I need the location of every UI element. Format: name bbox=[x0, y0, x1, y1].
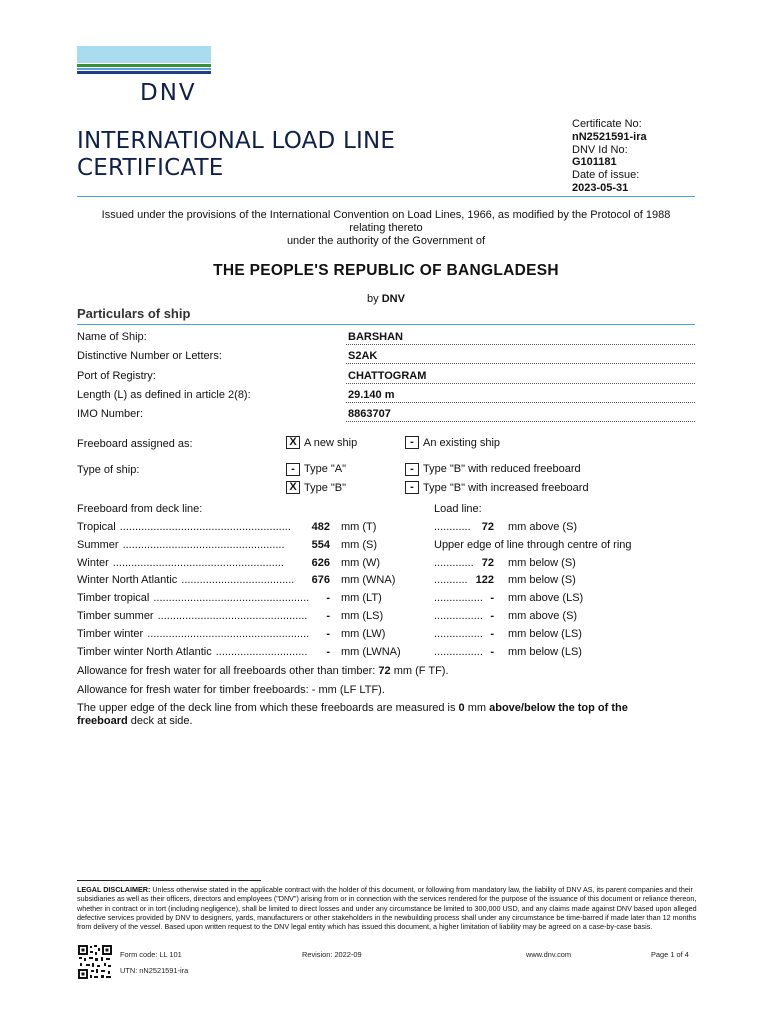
fw-suffix: mm (F TF). bbox=[390, 665, 449, 677]
freeboard-row-label: Timber winter bbox=[77, 628, 144, 640]
freeboard-row-name bbox=[77, 557, 327, 571]
logo-band-light-blue bbox=[77, 46, 211, 63]
date-of-issue-label: Date of issue: bbox=[572, 169, 640, 182]
freeboard-row-value: 482 bbox=[311, 521, 330, 533]
dnv-id-label: DNV Id No: bbox=[572, 143, 628, 156]
load-line-row-value: - bbox=[490, 628, 494, 640]
field-label-distinctive-number: Distinctive Number or Letters: bbox=[77, 350, 222, 362]
cert-no-label: Certificate No: bbox=[572, 118, 642, 130]
freeboard-row-dots: ..................................................... bbox=[147, 628, 310, 640]
freeboard-row-unit: mm (LW) bbox=[341, 628, 386, 640]
title-line-2: CERTIFICATE bbox=[77, 155, 224, 181]
deck-bold-1: above/below the top of the bbox=[489, 702, 628, 714]
fresh-water-allowance bbox=[77, 665, 449, 678]
freeboard-row-dots: ........................................................ bbox=[112, 557, 284, 569]
freeboard-row-value: - bbox=[326, 646, 330, 658]
fw-value: 72 bbox=[378, 665, 391, 677]
freeboard-row-value: 676 bbox=[311, 574, 330, 586]
load-line-row-dots: ................ bbox=[434, 592, 483, 604]
freeboard-row-name bbox=[77, 628, 327, 642]
load-line-row-desc: Upper edge of line through centre of ring bbox=[434, 539, 632, 551]
load-line-row-value: - bbox=[490, 592, 494, 604]
freeboard-row-name bbox=[77, 521, 327, 535]
freeboard-row-unit: mm (S) bbox=[341, 539, 378, 551]
issued-statement bbox=[77, 209, 695, 248]
field-label-port-of-registry: Port of Registry: bbox=[77, 370, 156, 382]
header-divider bbox=[77, 196, 695, 197]
checkbox-type-b-reduced[interactable]: - bbox=[405, 463, 419, 476]
freeboard-row-dots: ..................................... bbox=[181, 574, 295, 586]
certificate-info bbox=[572, 118, 647, 195]
logo-band-navy bbox=[77, 71, 211, 74]
logo-band-blue bbox=[77, 68, 211, 70]
field-label-imo-number: IMO Number: bbox=[77, 408, 144, 420]
country-name: THE PEOPLE'S REPUBLIC OF BANGLADESH bbox=[213, 262, 559, 279]
by-prefix: by bbox=[367, 293, 379, 305]
field-value-ship-name: BARSHAN bbox=[346, 331, 695, 345]
freeboard-row-unit: mm (LT) bbox=[341, 592, 382, 604]
freeboard-row-unit: mm (T) bbox=[341, 521, 377, 533]
section-divider bbox=[77, 324, 695, 325]
footer-page-number: Page 1 of 4 bbox=[651, 950, 689, 959]
freeboard-row-dots: ................................................... bbox=[153, 592, 310, 604]
issued-line-1: Issued under the provisions of the International Convention on Load Lines, 1966, as modified by the Protocol of 1988 bbox=[101, 209, 671, 221]
deck-mid: mm bbox=[464, 702, 490, 714]
issued-by bbox=[77, 293, 695, 305]
freeboard-row-dots: ........................................................ bbox=[119, 521, 291, 533]
issued-line-3: under the authority of the Government of bbox=[286, 235, 486, 247]
load-line-row-value: - bbox=[490, 610, 494, 622]
freeboard-row-dots: ................................................. bbox=[157, 610, 308, 622]
freeboard-row-dots: .............................. bbox=[215, 646, 308, 658]
checkbox-type-b-increased[interactable]: - bbox=[405, 481, 419, 494]
fw-prefix: Allowance for fresh water for all freeboards other than timber: bbox=[77, 665, 379, 677]
footer-form-code: Form code: LL 101 bbox=[120, 950, 182, 959]
freeboard-row-value: 626 bbox=[311, 557, 330, 569]
cert-no-value: nN2521591-ira bbox=[572, 130, 647, 143]
title-line-1: INTERNATIONAL LOAD LINE bbox=[77, 128, 396, 154]
freeboard-row-name bbox=[77, 610, 327, 624]
checkbox-new-ship[interactable]: X bbox=[286, 436, 300, 449]
section-heading-particulars: Particulars of ship bbox=[77, 306, 191, 321]
freeboard-assigned-label: Freeboard assigned as: bbox=[77, 438, 193, 450]
load-line-row-desc: mm above (S) bbox=[508, 610, 578, 622]
qr-code-icon bbox=[77, 944, 113, 980]
deck-prefix: The upper edge of the deck line from which these freeboards are measured is bbox=[77, 702, 459, 714]
checkbox-existing-ship[interactable]: - bbox=[405, 436, 419, 449]
freeboard-row-label: Timber winter North Atlantic bbox=[77, 646, 212, 658]
freeboard-row-name bbox=[77, 592, 327, 606]
freeboard-row-unit: mm (LWNA) bbox=[341, 646, 401, 658]
load-line-row-desc: mm below (LS) bbox=[508, 646, 582, 658]
freeboard-row-value: 554 bbox=[311, 539, 330, 551]
checkbox-type-a[interactable]: - bbox=[286, 463, 300, 476]
load-line-row-dots: ............. bbox=[434, 557, 474, 569]
freeboard-row-unit: mm (LS) bbox=[341, 610, 384, 622]
field-value-port-of-registry: CHATTOGRAM bbox=[346, 370, 695, 384]
freeboard-row-label: Winter bbox=[77, 557, 109, 569]
by-org: DNV bbox=[381, 293, 405, 305]
freeboard-row-label: Summer bbox=[77, 539, 119, 551]
checkbox-label-type-b-increased: Type "B" with increased freeboard bbox=[423, 482, 589, 494]
freeboard-row-unit: mm (WNA) bbox=[341, 574, 396, 586]
footer-website[interactable]: www.dnv.com bbox=[526, 950, 572, 959]
checkbox-label-type-b: Type "B" bbox=[304, 482, 347, 494]
field-label-length: Length (L) as defined in article 2(8): bbox=[77, 389, 251, 401]
load-line-row-desc: mm above (LS) bbox=[508, 592, 584, 604]
load-line-row-desc: mm above (S) bbox=[508, 521, 578, 533]
freeboard-row-value: - bbox=[326, 610, 330, 622]
checkbox-label-new-ship: A new ship bbox=[304, 437, 358, 449]
checkbox-label-type-a: Type "A" bbox=[304, 463, 347, 475]
freeboard-row-unit: mm (W) bbox=[341, 557, 381, 569]
load-line-row-value: 72 bbox=[481, 521, 494, 533]
dnv-logo-text: DNV bbox=[140, 80, 197, 106]
field-value-length: 29.140 m bbox=[346, 389, 695, 403]
freeboard-row-name bbox=[77, 539, 327, 553]
load-line-row-dots: ........... bbox=[434, 574, 468, 586]
freeboard-row-value: - bbox=[326, 592, 330, 604]
freeboard-row-label: Timber tropical bbox=[77, 592, 150, 604]
disclaimer-text: Unless otherwise stated in the applicable contract with the holder of this document, or following from mandatory law, the liability of DNV AS, its parent companies and their subsidiaries as well as their officers, directors and employees ("DNV") arising from or in connection with the services rendered for the purpose of the issuance of this document or reliance thereon, whether in contract or in tort (including negligence), shall be limited to direct losses and under any circumstance be limited to 300,000 USD, and any claims made against DNV based upon alleged defective services provided by DNV to designers, yards, manufacturers or other stakeholders in the newbuilding process shall under any circumstance be time-barred if made later than 12 months from delivery of the vessel. Based upon written request to the DNV legal entity which has issued this document, a higher limitation of liability may be agreed on a case-by-case basis. bbox=[77, 885, 697, 932]
freeboard-row-value: - bbox=[326, 628, 330, 640]
deck-bold-2: freeboard bbox=[77, 715, 128, 727]
load-line-heading: Load line: bbox=[434, 503, 482, 515]
freeboard-row-label: Winter North Atlantic bbox=[77, 574, 178, 586]
deck-value: 0 bbox=[458, 702, 465, 714]
ship-type-label: Type of ship: bbox=[77, 464, 140, 476]
freeboard-row-name bbox=[77, 646, 327, 660]
disclaimer-label: LEGAL DISCLAIMER: bbox=[77, 885, 151, 894]
timber-fresh-water-allowance: Allowance for fresh water for timber freeboards: - mm (LF LTF). bbox=[77, 684, 385, 696]
date-of-issue-value: 2023-05-31 bbox=[572, 181, 629, 194]
checkbox-type-b[interactable]: X bbox=[286, 481, 300, 494]
logo-band-green bbox=[77, 64, 211, 67]
issued-line-2: relating thereto bbox=[349, 222, 423, 234]
deck-suffix: deck at side. bbox=[127, 715, 193, 727]
freeboard-heading: Freeboard from deck line: bbox=[77, 503, 203, 515]
load-line-row-dots: ................ bbox=[434, 610, 483, 622]
footer-utn: UTN: nN2521591-ira bbox=[120, 966, 189, 975]
freeboard-row-dots: ..................................................... bbox=[122, 539, 285, 551]
load-line-row-value: 72 bbox=[481, 557, 494, 569]
deck-line-statement bbox=[77, 702, 695, 728]
field-label-ship-name: Name of Ship: bbox=[77, 331, 147, 343]
load-line-row-desc: mm below (S) bbox=[508, 574, 576, 586]
freeboard-row-label: Timber summer bbox=[77, 610, 154, 622]
document-title bbox=[77, 128, 395, 182]
footer-revision: Revision: 2022-09 bbox=[302, 950, 362, 959]
load-line-row-desc: mm below (LS) bbox=[508, 628, 582, 640]
checkbox-label-existing-ship: An existing ship bbox=[423, 437, 501, 449]
field-value-distinctive-number: S2AK bbox=[346, 350, 695, 364]
load-line-row-dots: ............ bbox=[434, 521, 471, 533]
field-value-imo-number: 8863707 bbox=[346, 408, 695, 422]
disclaimer-divider bbox=[77, 880, 261, 881]
checkbox-label-type-b-reduced: Type "B" with reduced freeboard bbox=[423, 463, 581, 475]
load-line-row-dots: ................ bbox=[434, 646, 483, 658]
freeboard-row-name bbox=[77, 574, 327, 588]
freeboard-row-label: Tropical bbox=[77, 521, 116, 533]
dnv-id-value: G101181 bbox=[572, 156, 617, 169]
load-line-row-value: 122 bbox=[475, 574, 494, 586]
legal-disclaimer bbox=[77, 885, 697, 931]
load-line-row-value: - bbox=[490, 646, 494, 658]
load-line-row-dots: ................ bbox=[434, 628, 483, 640]
load-line-row-desc: mm below (S) bbox=[508, 557, 576, 569]
